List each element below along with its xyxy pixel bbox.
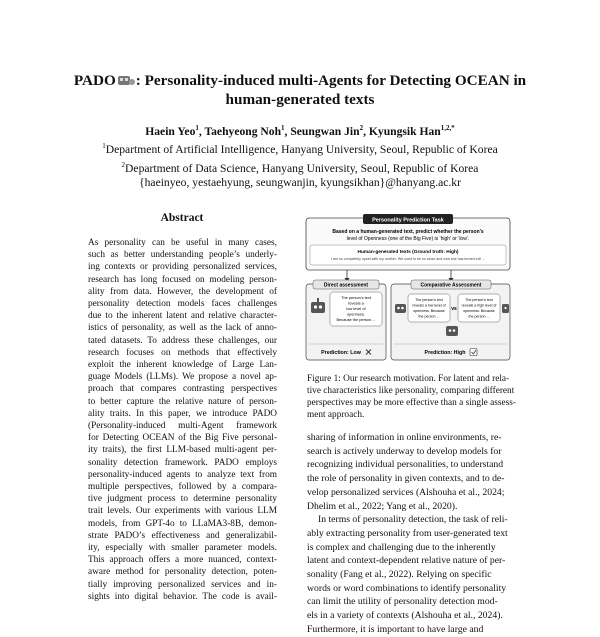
comp-right-4: the person ...	[468, 314, 490, 319]
input-text-box	[310, 245, 506, 265]
body-right-line: sharing of information in online environments, re-	[307, 432, 502, 443]
body-right-line: search is actively underway to develop models for	[307, 445, 502, 457]
author-3: Seungwan Jin	[290, 124, 360, 138]
abstract-line: tated datasets. To address these challenges, our	[88, 335, 277, 346]
direct-bubble-1: The person’s text	[341, 295, 371, 300]
comp-left-4: the person ...	[418, 314, 440, 319]
affiliation-1-sup: 1	[102, 142, 106, 151]
body-right-line: the role of personality in given contexts, and to de-	[307, 473, 505, 485]
comp-left-1: The person’s text	[415, 298, 443, 302]
body-right-line: recognizing individual personalities, to understand	[307, 459, 504, 471]
abstract-line: due to the inherent latent and relative character-	[88, 311, 277, 322]
abstract-line: sights into digital behavior. The code is avail-	[88, 591, 277, 602]
abstract-line: to better capture the relative nature of person-	[88, 396, 277, 407]
author-1: Haein Yeo	[145, 124, 196, 138]
paper-title	[40, 71, 560, 109]
abstract-line: research focuses on methods that effectively	[88, 347, 277, 358]
figure-1	[305, 214, 511, 362]
abstract-body	[88, 237, 277, 603]
caption-line: tive characteristics like personality, comparing different	[307, 386, 515, 397]
abstract-heading: Abstract	[160, 212, 204, 224]
abstract-line: ality traits. In this paper, we introduce PADO	[88, 408, 277, 419]
direct-title: Direct assessment	[323, 282, 369, 289]
body-right-line: words or word combinations to identify personality	[307, 582, 507, 594]
body-right-line: sonality (Fang et al., 2022). Relying on specific	[307, 569, 492, 581]
title-line2: human-generated texts	[225, 91, 375, 108]
abstract-line: (Personality-induced multi-Agent framework	[88, 421, 277, 432]
abstract-line: personality detection models faces challenges	[88, 299, 277, 310]
task-instruction-1: Based on a human-generated text, predict whether the person’s	[332, 229, 484, 235]
abstract-line: ality from data. However, the development of	[88, 286, 277, 297]
comparative-judge-icon	[446, 326, 458, 336]
robot-emoji-icon	[116, 73, 136, 87]
abstract-line: personality-induced agents to analyze text from	[88, 469, 277, 480]
abstract-line: exploit the inherent knowledge of Large Lan-	[88, 360, 277, 371]
title-prefix: PADO	[73, 72, 116, 89]
body-right-line: is complex and challenging due to the inherently	[307, 541, 496, 553]
comp-right-1: The person’s text	[465, 298, 493, 302]
correct-check-icon	[470, 349, 477, 356]
author-emails: {haeinyeo, yestaehyung, seungwanjin, kyungsikhan}@hanyang.ac.kr	[139, 175, 461, 189]
input-text: I am so completely upset with my mother. We used to be so close and now she has turned evil ...	[331, 257, 485, 261]
abstract-line: aware method for personality detection, poten-	[88, 567, 277, 578]
input-label: Human-generated texts (Ground truth: High)	[357, 250, 459, 255]
abstract-line: This approach offers a more nuanced, context-	[88, 555, 277, 566]
affiliation-2-text: Department of Data Science, Hanyang University, Seoul, Republic of Korea	[125, 161, 479, 175]
abstract-line: tially improving personalized services and in-	[88, 579, 277, 590]
body-text-right	[307, 431, 529, 637]
author-3-sup: 2	[359, 124, 364, 132]
author-1-sup: 1	[195, 124, 199, 132]
caption-line: perspectives may be more effective than a single assess-	[307, 398, 516, 409]
abstract-line: ity traits), the first LLM-based multi-agent per-	[88, 445, 277, 456]
body-right-line: In terms of personality detection, the task of reli-	[318, 514, 508, 526]
comparative-title: Comparative Assessment	[420, 282, 482, 289]
author-4: Kyungsik Han	[368, 124, 441, 138]
body-right-line: Dhelim et al., 2022; Yang et al., 2020).	[307, 500, 458, 512]
abstract-line: such as better understanding people’s underly-	[88, 250, 277, 261]
abstract-line: guage Models (LLMs). We propose a novel ap-	[88, 372, 277, 383]
author-2: Taehyeong Noh	[204, 124, 282, 138]
author-block	[40, 121, 560, 190]
abstract-line: ity, especially with smaller parameter models.	[88, 543, 277, 554]
abstract-line: istics of personality, as well as the lack of anno-	[88, 323, 277, 334]
prediction-high: Prediction: High	[424, 350, 466, 356]
comp-left-3: openness. Because	[413, 309, 445, 313]
direct-bubble-2: reveals a	[348, 300, 364, 306]
abstract-line: multiple perspectives, followed by a compara-	[88, 482, 277, 493]
affiliation-1	[40, 139, 560, 157]
task-title: Personality Prediction Task	[372, 217, 444, 224]
author-4-sup: 1,2,*	[440, 124, 455, 132]
comp-vs: vs	[451, 306, 457, 312]
body-right-line: Furthermore, it is important to have large and	[307, 623, 484, 635]
abstract-line: As personality can be useful in many cases,	[88, 238, 277, 248]
abstract-line: sonality detection framework. PADO employs	[88, 457, 277, 468]
task-instruction-2: level of Openness (one of the Big Five) is ‘high’ or ‘low’.	[346, 236, 470, 242]
body-right-line: can limit the utility of personality detection mod-	[307, 596, 498, 608]
comparative-agent-right-icon	[502, 304, 509, 313]
author-names: Haein Yeo$^1$, Taehyeong Noh$^1$, Seungwan Jin$^2$, Kyungsik Han$^{1,2,*}$	[145, 124, 455, 138]
affiliation-1-text: Department of Artificial Intelligence, Hanyang University, Seoul, Republic of Korea	[105, 143, 498, 157]
direct-bubble-3: low level of	[346, 306, 366, 311]
abstract-line: strate PADO’s effectiveness and generalizabil-	[88, 530, 277, 541]
body-right-line: ably extracting personality from user-generated text	[307, 527, 508, 539]
abstract-line: research has long focused on modeling person-	[88, 274, 277, 285]
figure-caption	[307, 373, 517, 421]
abstract-line: ing contexts or providing personalized services,	[88, 262, 277, 273]
comparative-agent-left-icon	[395, 304, 406, 313]
title-line1: : Personality-induced multi-Agents for Detecting OCEAN in	[135, 72, 527, 89]
abstract-line: models, from GPT-4o to LLaMA3-8B, demon-	[88, 518, 277, 529]
body-right-line: latent and context-dependent relative nature of per-	[307, 555, 506, 567]
author-2-sup: 1	[281, 124, 285, 132]
comp-right-2: reveals a high level of	[461, 303, 497, 308]
body-right-line: velop personalized services (Alshouha et al., 2024;	[307, 486, 505, 498]
prediction-low: Prediction: Low	[321, 350, 361, 356]
abstract-line: for Detecting OCEAN of the Big Five personal-	[88, 433, 277, 444]
affiliation-2-sup: 2	[121, 160, 126, 169]
caption-line: ment approach.	[307, 410, 365, 421]
affiliation-2	[40, 158, 560, 176]
caption-line: Figure 1: Our research motivation. For latent and rela-	[307, 374, 510, 384]
direct-bubble-4: openness.	[347, 311, 365, 317]
abstract-line: tive judgment process to determine personality	[88, 494, 277, 505]
comp-left-2: reveals a low level of	[412, 303, 446, 308]
abstract-line: trait levels. Our experiments with various LLM	[88, 506, 277, 517]
abstract-line: proach that compares contrasting perspectives	[88, 384, 277, 395]
direct-bubble-5: Because the person ...	[336, 317, 376, 322]
comp-right-3: openness. Because	[463, 309, 495, 313]
body-right-line: els in a variety of contexts (Alshouha et al., 2024).	[307, 610, 503, 622]
